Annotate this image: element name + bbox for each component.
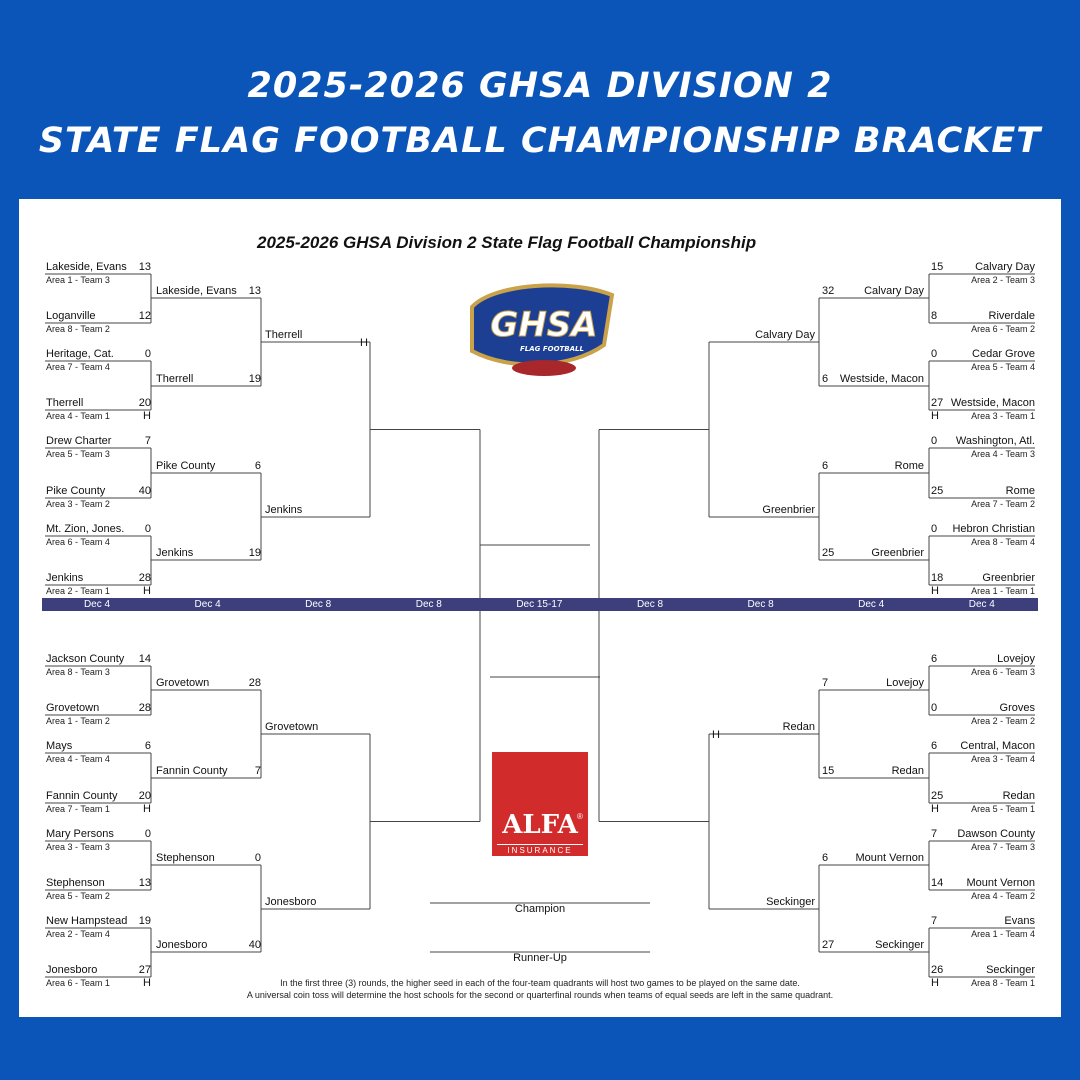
team-seed: Area 7 - Team 3 [971,842,1035,852]
team-name: Greenbrier [982,572,1035,584]
team-name: Lakeside, Evans [156,285,237,297]
round-date: Dec 15-17 [516,599,563,610]
logo-text: GHSA [490,305,598,345]
bracket-panel [19,199,1061,1017]
team-name: Dawson County [957,828,1035,840]
team-name: Lakeside, Evans [46,261,127,273]
team-score: 19 [248,547,261,559]
team-name: Pike County [156,460,216,472]
host-marker: H [143,977,151,989]
team-score: 8 [931,310,938,322]
alfa-name: ALFA [502,810,578,840]
team-score: 28 [138,702,151,714]
round-date: Dec 8 [636,599,664,610]
panel-title: 2025-2026 GHSA Division 2 State Flag Football Championship [257,233,757,252]
round-date: Dec 4 [858,599,885,610]
team-score: 15 [822,765,835,777]
footnote-2: A universal coin toss will determine the host schools for the second or quarterfinal rounds when teams of equal seeds are left in the same quadrant. [246,990,834,1000]
ghsa-logo [452,273,632,385]
team-seed: Area 4 - Team 3 [971,449,1035,459]
team-score: 28 [248,677,261,689]
team-score: 6 [822,852,829,864]
team-name: Jonesboro [156,939,208,951]
team-score: 0 [931,523,938,535]
team-name: Jenkins [46,572,84,584]
team-score: 6 [822,373,829,385]
team-name: Seckinger [986,964,1035,976]
team-seed: Area 4 - Team 2 [971,891,1035,901]
team-score: 15 [931,261,944,273]
team-name: Jackson County [46,653,125,665]
team-score: 18 [931,572,944,584]
host-marker: H [143,803,151,815]
team-score: 27 [138,964,151,976]
team-seed: Area 2 - Team 2 [971,716,1035,726]
team-score: 7 [254,765,261,777]
team-score: 6 [931,653,938,665]
team-name: Greenbrier [871,547,924,559]
team-name: Cedar Grove [972,348,1035,360]
team-score: 14 [931,877,944,889]
team-name: Evans [1004,915,1035,927]
team-score: 14 [138,653,151,665]
team-seed: Area 3 - Team 1 [971,411,1035,421]
host-marker: H [931,410,939,422]
team-score: 0 [931,435,938,447]
team-name: Calvary Day [975,261,1035,273]
team-name: New Hampstead [46,915,128,927]
team-name: Redan [782,721,815,733]
team-name: Mount Vernon [966,877,1035,889]
team-seed: Area 1 - Team 4 [971,929,1035,939]
logo-subtext: FLAG FOOTBALL [520,345,584,353]
host-marker: H [143,410,151,422]
team-score: 27 [931,397,944,409]
team-name: Central, Macon [960,740,1035,752]
team-score: 0 [931,702,938,714]
host-marker: H [931,803,939,815]
team-name: Drew Charter [46,435,112,447]
team-name: Lovejoy [997,653,1035,665]
team-score: 25 [931,485,944,497]
team-name: Westside, Macon [839,373,924,385]
team-score: 6 [822,460,829,472]
team-name: Mays [46,740,73,752]
date-bar [42,598,1038,611]
team-score: 20 [138,790,151,802]
team-name: Therrell [46,397,84,409]
team-name: Grovetown [265,721,319,733]
team-name: Fannin County [156,765,228,777]
team-score: 40 [138,485,151,497]
team-seed: Area 5 - Team 3 [46,449,110,459]
team-name: Mount Vernon [855,852,924,864]
host-marker: H [712,729,720,741]
team-name: Jonesboro [265,896,317,908]
team-score: 0 [144,348,151,360]
team-name: Riverdale [988,310,1035,322]
team-name: Jonesboro [46,964,98,976]
host-marker: H [360,337,368,349]
team-score: 7 [822,677,829,689]
team-seed: Area 6 - Team 3 [971,667,1035,677]
team-name: Stephenson [46,877,105,889]
team-seed: Area 3 - Team 3 [46,842,110,852]
team-name: Redan [1002,790,1035,802]
team-seed: Area 5 - Team 4 [971,362,1035,372]
team-score: 13 [138,261,151,273]
team-score: 19 [138,915,151,927]
host-marker: H [931,977,939,989]
host-marker: H [931,585,939,597]
team-score: 12 [138,310,151,322]
team-score: 7 [931,828,938,840]
team-score: 6 [931,740,938,752]
team-score: 26 [931,964,944,976]
header-line-1: 2025-2026 GHSA DIVISION 2 [247,66,833,106]
team-score: 6 [254,460,261,472]
round-date: Dec 4 [968,599,995,610]
team-seed: Area 5 - Team 2 [46,891,110,901]
team-name: Seckinger [766,896,815,908]
team-seed: Area 6 - Team 1 [46,978,110,988]
champion-label: Champion [514,903,566,915]
round-date: Dec 8 [747,599,774,610]
team-seed: Area 4 - Team 4 [46,754,110,764]
team-seed: Area 1 - Team 3 [46,275,110,285]
team-score: 20 [138,397,151,409]
team-score: 0 [254,852,261,864]
team-score: 25 [931,790,944,802]
team-score: 32 [822,285,835,297]
team-name: Therrell [265,329,303,341]
team-seed: Area 6 - Team 4 [46,537,110,547]
team-seed: Area 7 - Team 2 [971,499,1035,509]
team-score: 6 [144,740,151,752]
team-seed: Area 3 - Team 2 [46,499,110,509]
runner-up-label: Runner-Up [513,952,567,964]
team-score: 13 [248,285,261,297]
team-seed: Area 2 - Team 3 [971,275,1035,285]
team-seed: Area 8 - Team 4 [971,537,1035,547]
team-score: 13 [138,877,151,889]
alfa-insurance-text: INSURANCE [507,846,573,855]
team-seed: Area 5 - Team 1 [971,804,1035,814]
alfa-registered-mark: ® [577,812,583,821]
team-seed: Area 8 - Team 3 [46,667,110,677]
team-seed: Area 3 - Team 4 [971,754,1035,764]
team-score: 7 [144,435,151,447]
alfa-insurance-logo [492,752,588,856]
team-score: 7 [931,915,938,927]
round-date: Dec 4 [83,599,111,610]
team-name: Loganville [46,310,96,322]
team-name: Heritage, Cat. [46,348,114,360]
team-score: 0 [144,828,151,840]
team-name: Greenbrier [762,504,815,516]
footnote-1: In the first three (3) rounds, the higher seed in each of the four-team quadrants will host two games to be played on the same date. [280,978,800,988]
team-name: Mt. Zion, Jones. [46,523,125,535]
team-seed: Area 8 - Team 1 [971,978,1035,988]
team-seed: Area 8 - Team 2 [46,324,110,334]
team-name: Westside, Macon [950,397,1035,409]
team-name: Calvary Day [864,285,924,297]
header-line-2: STATE FLAG FOOTBALL CHAMPIONSHIP BRACKET [38,121,1042,161]
team-name: Calvary Day [755,329,815,341]
team-name: Grovetown [156,677,210,689]
team-seed: Area 1 - Team 2 [46,716,110,726]
host-marker: H [143,585,151,597]
team-name: Fannin County [46,790,118,802]
team-seed: Area 7 - Team 4 [46,362,110,372]
team-score: 25 [822,547,835,559]
team-name: Hebron Christian [952,523,1035,535]
team-name: Jenkins [265,504,303,516]
team-seed: Area 6 - Team 2 [971,324,1035,334]
team-seed: Area 1 - Team 1 [971,586,1035,596]
team-name: Lovejoy [886,677,924,689]
team-score: 0 [144,523,151,535]
round-date: Dec 8 [305,599,332,610]
team-name: Pike County [46,485,106,497]
round-date: Dec 8 [415,599,442,610]
team-name: Grovetown [46,702,100,714]
team-name: Jenkins [156,547,194,559]
team-name: Rome [894,460,924,472]
team-name: Mary Persons [46,828,114,840]
team-name: Redan [891,765,924,777]
team-name: Stephenson [156,852,215,864]
team-score: 28 [138,572,151,584]
team-seed: Area 4 - Team 1 [46,411,110,421]
team-score: 19 [248,373,261,385]
team-seed: Area 2 - Team 1 [46,586,110,596]
team-name: Washington, Atl. [955,435,1035,447]
team-score: 0 [931,348,938,360]
team-name: Rome [1005,485,1035,497]
team-name: Therrell [156,373,194,385]
team-score: 27 [822,939,835,951]
round-date: Dec 4 [194,599,221,610]
team-seed: Area 7 - Team 1 [46,804,110,814]
team-name: Seckinger [875,939,924,951]
team-name: Groves [999,702,1035,714]
team-score: 40 [248,939,261,951]
team-seed: Area 2 - Team 4 [46,929,110,939]
